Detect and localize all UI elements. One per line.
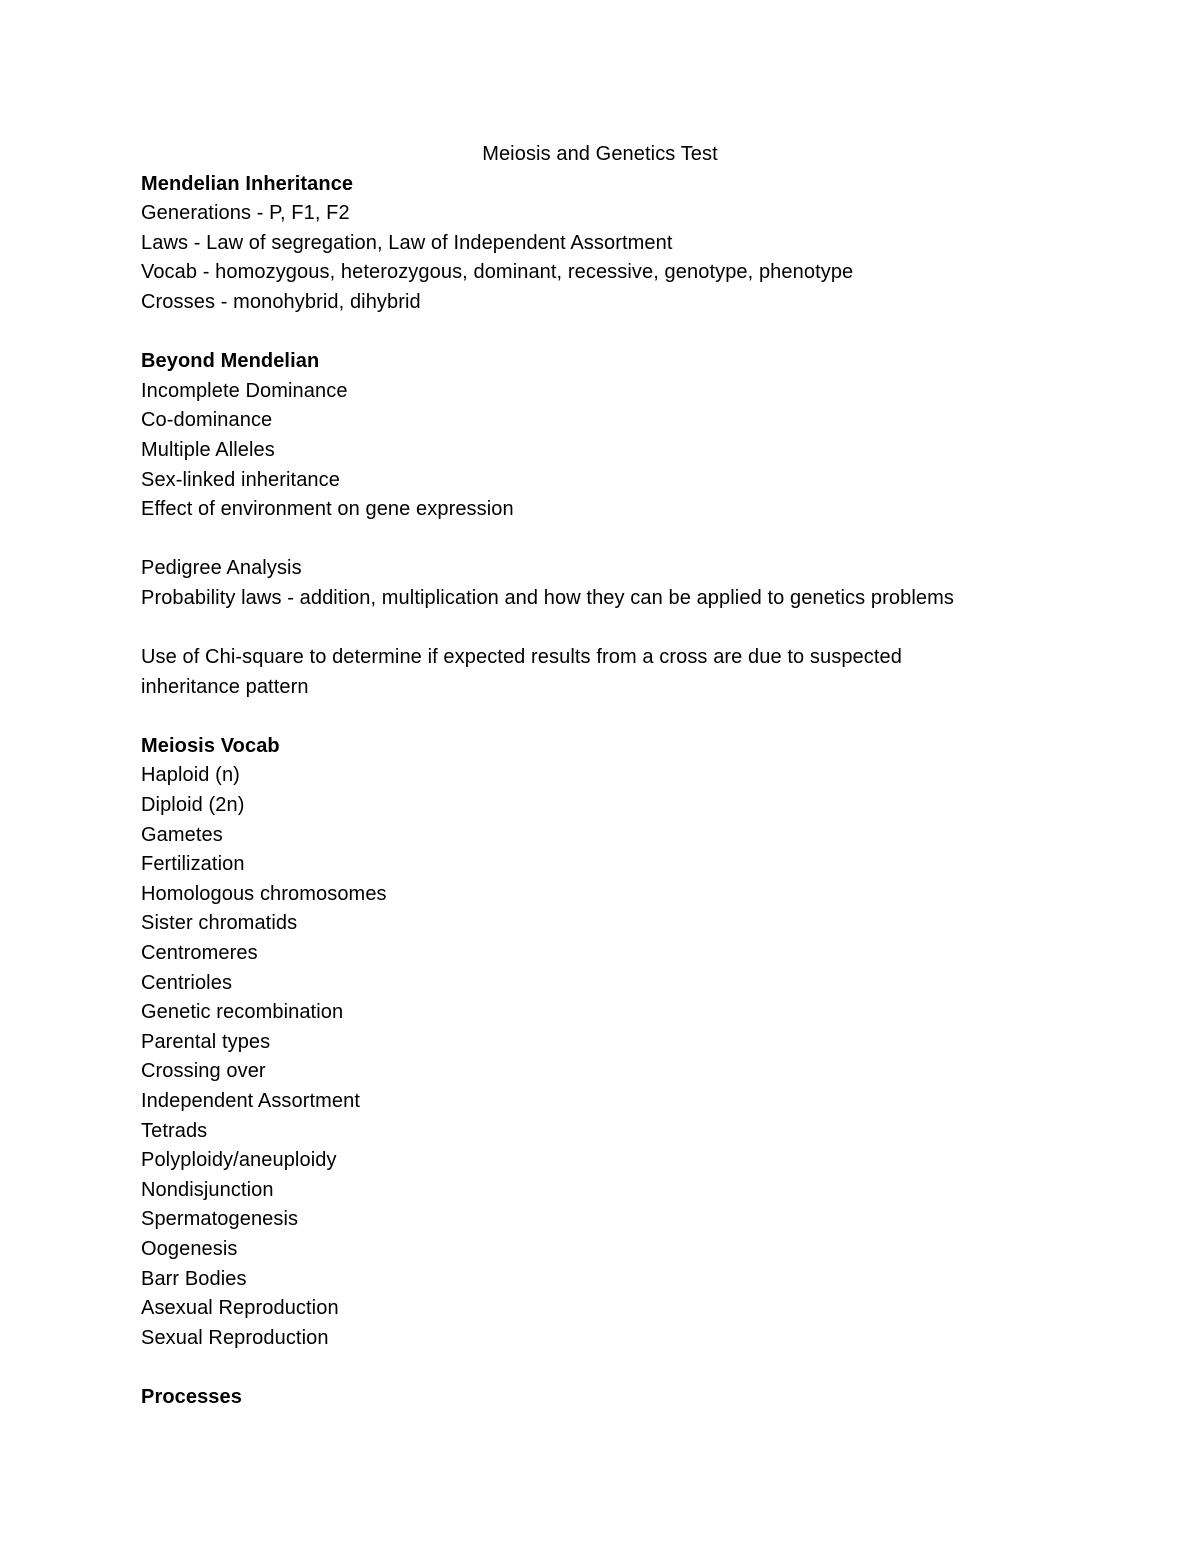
list-item: Barr Bodies [141,1267,247,1290]
heading-processes: Processes [141,1385,242,1408]
section-meiosis-vocab [141,732,1061,1353]
list-item: Oogenesis [141,1237,238,1260]
list-item: Tetrads [141,1119,208,1142]
document-content [141,140,1061,1413]
section-processes [141,1383,1061,1413]
list-item: Sister chromatids [141,912,298,935]
list-item: Centromeres [141,942,258,965]
list-item: Asexual Reproduction [141,1297,339,1320]
heading-meiosis-vocab: Meiosis Vocab [141,734,280,757]
line-crosses: Crosses - monohybrid, dihybrid [141,290,421,313]
list-item: Homologous chromosomes [141,882,387,905]
line-probability-laws: Probability laws - addition, multiplication and how they can be applied to genetics problems [141,586,954,609]
list-item: Parental types [141,1030,271,1053]
list-item: Genetic recombination [141,1001,344,1024]
list-item: Gametes [141,823,223,846]
line-vocab: Vocab - homozygous, heterozygous, dominant, recessive, genotype, phenotype [141,261,854,284]
heading-mendelian-inheritance: Mendelian Inheritance [141,172,354,195]
line-generations: Generations - P, F1, F2 [141,202,350,225]
blank-line [141,525,1061,555]
list-item: Fertilization [141,853,245,876]
list-item: Nondisjunction [141,1178,274,1201]
list-item: Multiple Alleles [141,438,275,461]
list-item: Diploid (2n) [141,794,245,817]
section-mendelian-inheritance [141,170,1061,318]
blank-line [141,1353,1061,1383]
line-chi-square-1: Use of Chi-square to determine if expected results from a cross are due to suspected [141,646,902,669]
section-chi-square [141,643,1061,702]
list-item: Polyploidy/aneuploidy [141,1149,337,1172]
heading-beyond-mendelian: Beyond Mendelian [141,350,320,373]
section-beyond-mendelian [141,347,1061,525]
blank-line [141,614,1061,644]
list-item: Centrioles [141,971,233,994]
list-item: Co-dominance [141,409,273,432]
list-item: Sexual Reproduction [141,1326,329,1349]
list-item: Sex-linked inheritance [141,468,340,491]
document-title: Meiosis and Genetics Test [482,143,718,165]
list-item: Crossing over [141,1060,266,1083]
blank-line [141,318,1061,348]
list-item: Effect of environment on gene expression [141,498,514,521]
list-item: Haploid (n) [141,764,240,787]
list-item: Independent Assortment [141,1090,361,1112]
section-analysis [141,554,1061,613]
blank-line [141,702,1061,732]
line-laws: Laws - Law of segregation, Law of Independent Assortment [141,231,673,254]
line-pedigree-analysis: Pedigree Analysis [141,557,302,580]
list-item: Incomplete Dominance [141,379,348,402]
list-item: Spermatogenesis [141,1208,299,1231]
line-chi-square-2: inheritance pattern [141,675,309,698]
